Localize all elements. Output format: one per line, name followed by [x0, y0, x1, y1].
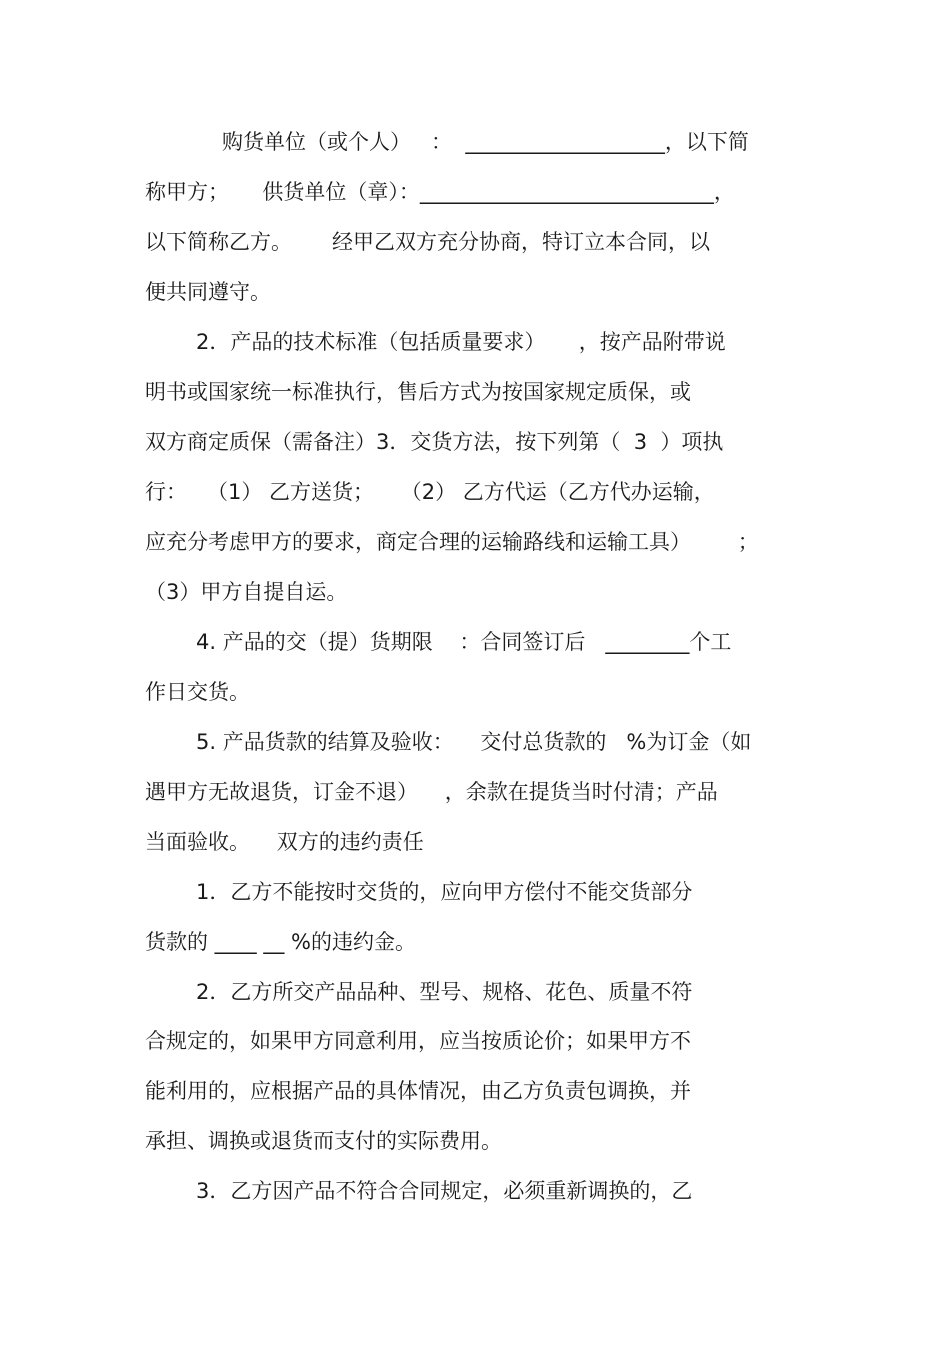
- text-line-9: 应充分考虑甲方的要求，商定合理的运输路线和运输工具） ；: [145, 530, 759, 554]
- text-line-14: 遇甲方无故退货，订金不退） ，余款在提货当时付清；产品: [145, 780, 718, 804]
- text-line-2: 称甲方； 供货单位（章）：____________________________，: [145, 180, 735, 204]
- text-line-13: 5. 产品货款的结算及验收： 交付总货款的 %为订金（如: [196, 730, 752, 754]
- text-line-21: 承担、调换或退货而支付的实际费用。: [145, 1129, 502, 1153]
- text-line-6: 明书或国家统一标准执行，售后方式为按国家规定质保，或: [145, 380, 691, 404]
- text-line-15: 当面验收。 双方的违约责任: [145, 830, 424, 854]
- text-line-16: 1．乙方不能按时交货的，应向甲方偿付不能交货部分: [196, 880, 693, 904]
- text-line-17: 货款的 ____ __ %的违约金。: [145, 930, 416, 954]
- text-line-18: 2．乙方所交产品品种、型号、规格、花色、质量不符: [196, 980, 693, 1004]
- text-line-3: 以下简称乙方。 经甲乙双方充分协商，特订立本合同，以: [145, 230, 711, 254]
- text-line-4: 便共同遵守。: [145, 280, 271, 304]
- text-line-8: 行： （1） 乙方送货； （2） 乙方代运（乙方代办运输，: [145, 480, 715, 504]
- text-line-1: 购货单位（或个人） ： ___________________，以下简: [222, 130, 749, 154]
- text-line-7: 双方商定质保（需备注）3．交货方法，按下列第（ 3 ）项执: [145, 430, 724, 454]
- text-line-11: 4. 产品的交（提）货期限 ：合同签订后 ________个工: [196, 630, 732, 654]
- text-line-22: 3．乙方因产品不符合合同规定，必须重新调换的，乙: [196, 1179, 693, 1203]
- text-line-19: 合规定的，如果甲方同意利用，应当按质论价；如果甲方不: [145, 1029, 691, 1053]
- text-line-5: 2．产品的技术标准（包括质量要求） ，按产品附带说: [196, 330, 726, 354]
- text-line-12: 作日交货。: [145, 680, 250, 704]
- text-line-20: 能利用的，应根据产品的具体情况，由乙方负责包调换，并: [145, 1079, 691, 1103]
- text-line-10: （3）甲方自提自运。: [145, 580, 348, 604]
